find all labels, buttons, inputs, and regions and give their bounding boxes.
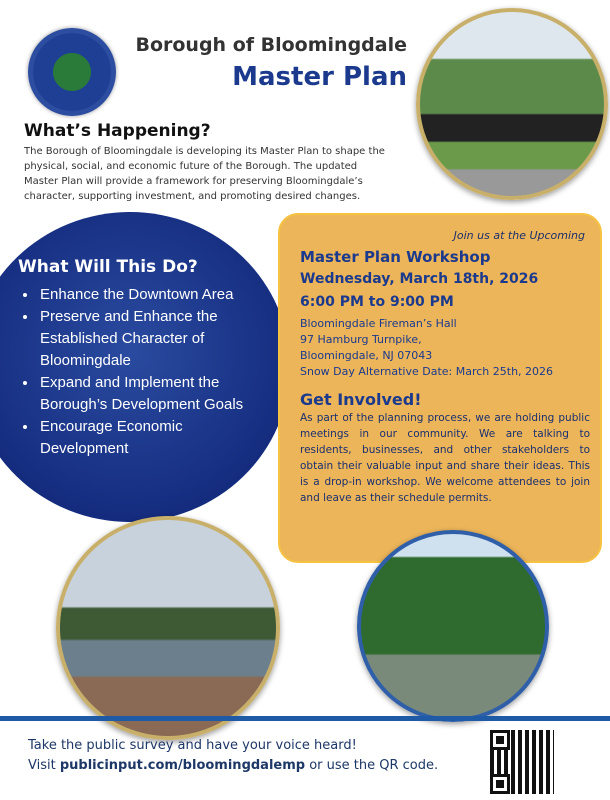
visit-prefix: Visit <box>28 758 60 773</box>
street: 97 Hamburg Turnpike, <box>300 333 422 346</box>
workshop-address <box>300 316 553 380</box>
workshop-intro: Join us at the Upcoming <box>453 229 585 242</box>
get-involved-body: As part of the planning process, we are holding public meetings in our community. We are talking to residents, businesses, and other stakeholders to obtain their valuable input and share their ideas. This is a drop-in workshop. We welcome attendees to join and leave as their schedule permits. <box>300 412 590 504</box>
whats-happening-body: The Borough of Bloomingdale is developing its Master Plan to shape the physical, social, and economic future of the Borough. The updated Master Plan will provide a framework for preserving Bloomingdale’s character, supporting investment, and promoting desired changes. <box>24 146 385 202</box>
photo-lake <box>56 516 280 740</box>
goals-list <box>20 284 270 460</box>
city: Bloomingdale, NJ 07043 <box>300 349 433 362</box>
list-item: • Encourage Economic Development <box>38 416 270 460</box>
visit-suffix: or use the QR code. <box>305 758 439 773</box>
list-item: • Expand and Implement the Borough’s Development Goals <box>38 372 270 416</box>
whats-happening-heading: What’s Happening? <box>24 121 211 141</box>
snow-date: Snow Day Alternative Date: March 25th, 2026 <box>300 365 554 378</box>
workshop-title: Master Plan Workshop <box>300 248 491 266</box>
get-involved-heading: Get Involved! <box>300 390 422 409</box>
photo-flag-memorial <box>416 8 608 200</box>
photo-park <box>357 530 549 722</box>
borough-seal-logo <box>28 28 116 116</box>
list-item: • Enhance the Downtown Area <box>38 284 270 306</box>
survey-text: Take the public survey and have your voice heard! <box>28 738 357 753</box>
what-will-this-do-heading: What Will This Do? <box>18 257 198 277</box>
header-borough: Borough of Bloomingdale <box>135 34 407 56</box>
header-master-plan: Master Plan <box>232 62 407 92</box>
venue: Bloomingdale Fireman’s Hall <box>300 317 457 330</box>
list-item: • Preserve and Enhance the Established Character of Bloomingdale <box>38 306 270 372</box>
workshop-date: Wednesday, March 18th, 2026 <box>300 271 539 287</box>
footer-divider <box>0 716 610 721</box>
survey-link[interactable]: publicinput.com/bloomingdalemp <box>59 758 306 773</box>
workshop-time: 6:00 PM to 9:00 PM <box>300 294 454 310</box>
qr-code[interactable] <box>490 730 554 794</box>
visit-text <box>28 758 438 773</box>
